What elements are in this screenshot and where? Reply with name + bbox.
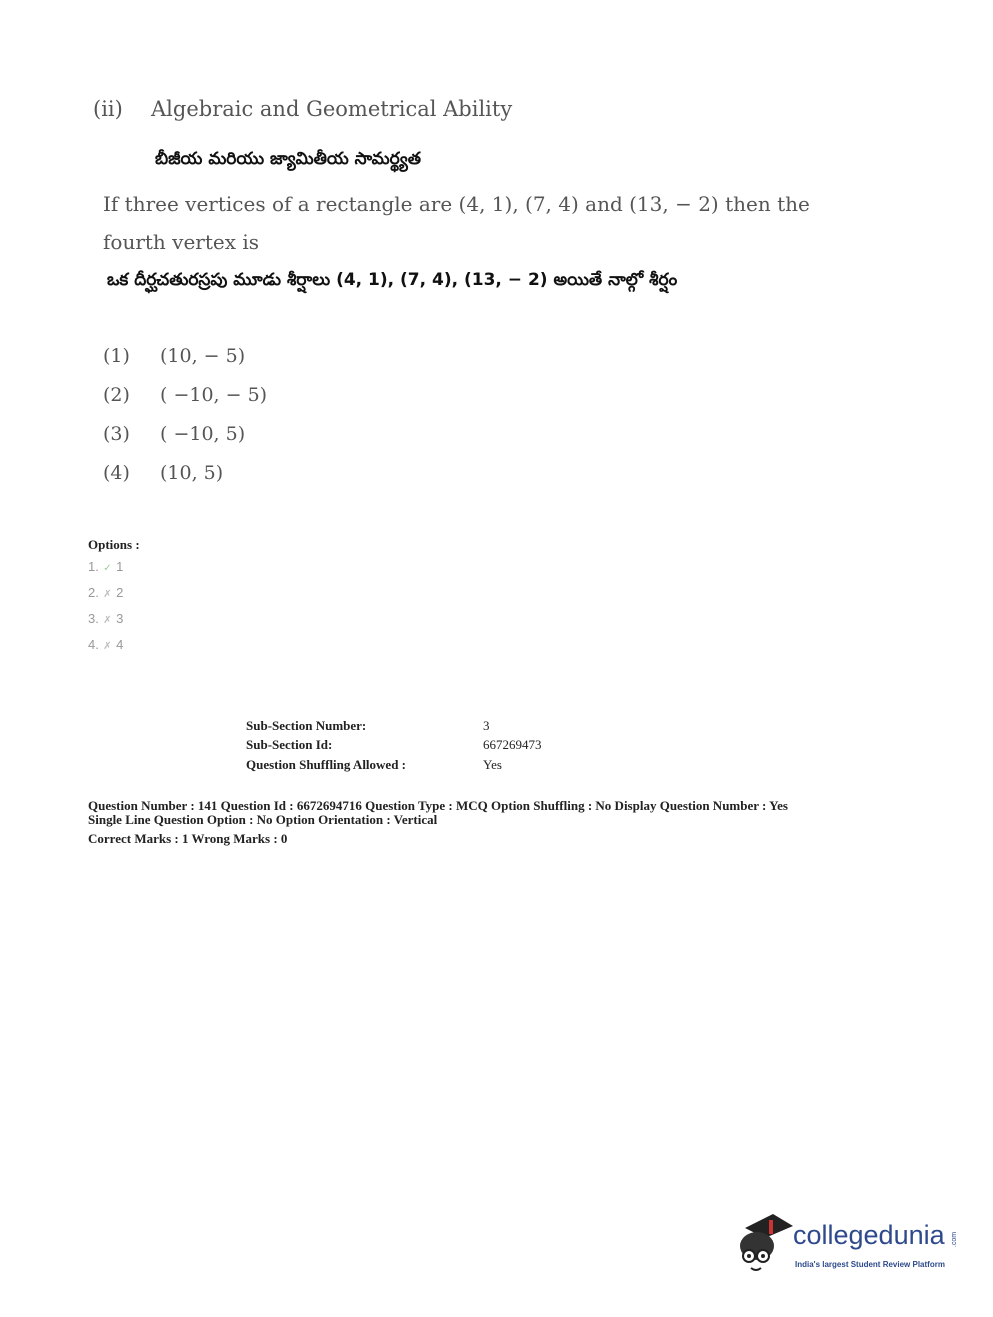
subsection-number-value: 3: [483, 718, 490, 733]
question-text-telugu: ఒక దీర్ఘచతురస్రపు మూడు శీర్షాలు (4, 1), (7, 4), (13, − 2) అయితే నాల్గో శీర్షం: [107, 270, 678, 290]
cross-icon: ✗: [103, 589, 112, 600]
option-4-index: 4.: [88, 637, 99, 652]
choice-1-number: (1): [103, 345, 130, 367]
subsection-id-value: 667269473: [483, 737, 542, 752]
option-2-index: 2.: [88, 585, 99, 600]
question-meta-line-2: Single Line Question Option : No Option Orientation : Vertical: [88, 812, 438, 827]
choice-2-value: ( −10, − 5): [160, 384, 268, 406]
option-3-index: 3.: [88, 611, 99, 626]
option-3-value: 3: [116, 611, 124, 626]
choice-2-number: (2): [103, 384, 130, 406]
option-4-value: 4: [116, 637, 124, 652]
option-2-value: 2: [116, 585, 124, 600]
question-meta-line-1: Question Number : 141 Question Id : 6672694716 Question Type : MCQ Option Shuffling : No Display Question Number : Yes: [88, 798, 788, 813]
option-1-value: 1: [116, 559, 124, 574]
mascot-icon: [735, 1210, 795, 1280]
option-2: [88, 585, 123, 600]
section-title: Algebraic and Geometrical Ability: [151, 97, 513, 121]
shuffle-label: Question Shuffling Allowed :: [246, 757, 407, 772]
collegedunia-logo: [735, 1210, 960, 1280]
option-3: [88, 611, 123, 626]
choice-1-value: (10, − 5): [160, 345, 246, 367]
section-title-telugu: బీజీయ మరియు జ్యామితీయ సామర్థ్యత: [155, 149, 421, 169]
question-text-line-1: If three vertices of a rectangle are (4, 1), (7, 4) and (13, − 2) then the: [103, 192, 810, 216]
cross-icon: ✗: [103, 615, 112, 626]
logo-tagline: India's largest Student Review Platform: [795, 1260, 945, 1269]
section-number: (ii): [93, 97, 123, 121]
option-1: [88, 559, 123, 574]
question-meta-line-3: Correct Marks : 1 Wrong Marks : 0: [88, 831, 288, 846]
option-4: [88, 637, 123, 652]
check-icon: ✓: [103, 563, 112, 574]
choice-3-value: ( −10, 5): [160, 423, 246, 445]
choice-4-number: (4): [103, 462, 130, 484]
logo-wordmark: collegedunia: [793, 1220, 945, 1250]
subsection-number-label: Sub-Section Number:: [246, 718, 367, 733]
option-1-index: 1.: [88, 559, 99, 574]
question-text-line-2: fourth vertex is: [103, 230, 260, 254]
choice-3-number: (3): [103, 423, 130, 445]
subsection-id-label: Sub-Section Id:: [246, 737, 333, 752]
logo-suffix: .com: [951, 1231, 959, 1248]
shuffle-value: Yes: [483, 757, 502, 772]
choice-4-value: (10, 5): [160, 462, 224, 484]
cross-icon: ✗: [103, 641, 112, 652]
options-heading: Options :: [88, 537, 140, 552]
